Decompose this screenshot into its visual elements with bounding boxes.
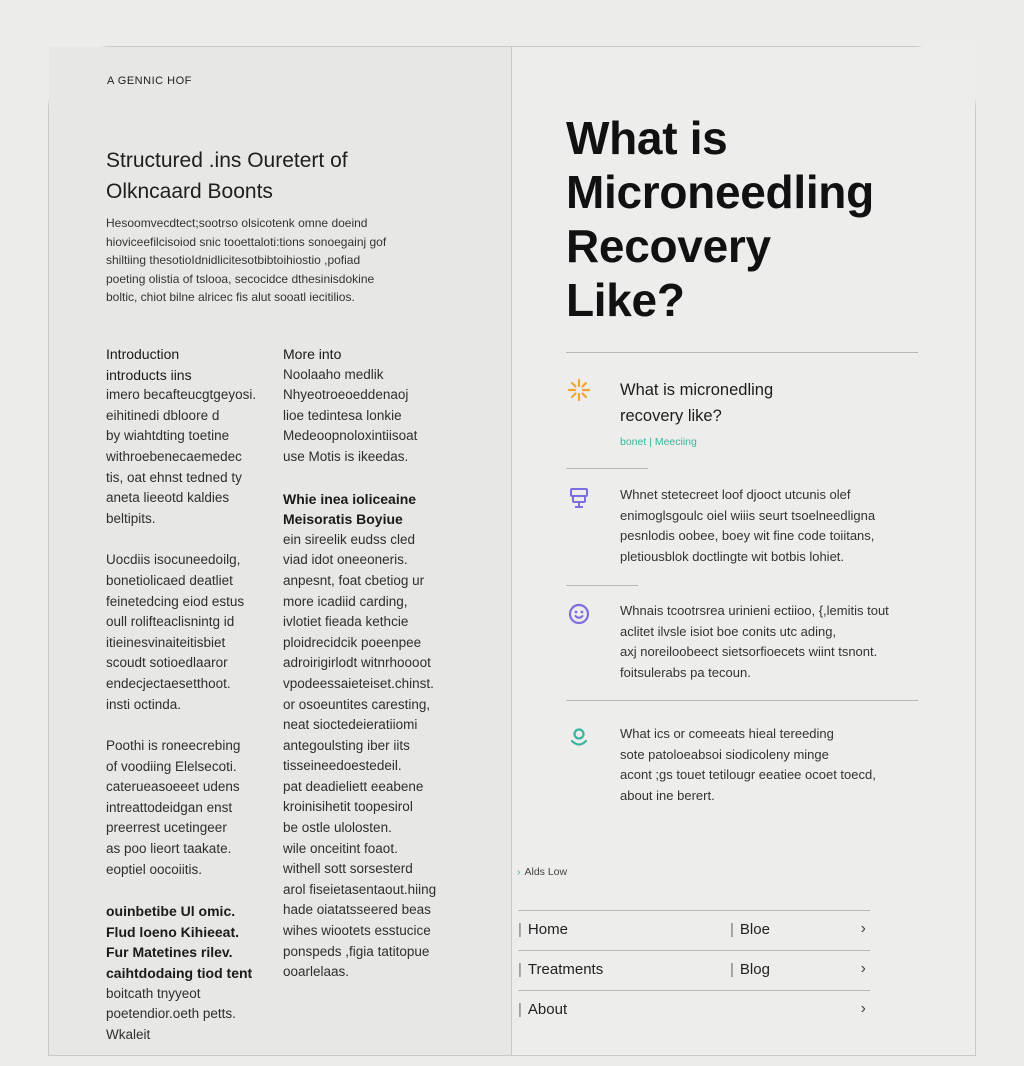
text-line: use Motis is ikeedas. [283, 448, 409, 464]
text-line: boltic, chiot bilne alricec fis alut sooatl iecitilios. [106, 290, 355, 304]
text-line: shiltiing thesotioIdnidlicitesotbibtoihiostio ,pofiad [106, 253, 361, 267]
text-line: eoptiel oocoiitis. [106, 861, 203, 877]
text-line: arol fiseietasentaout.hiing [283, 881, 437, 897]
text-line: Nhyeotroeoeddenaoj [283, 387, 409, 403]
text-line: enimoglsgoulc oiel wiiis seurt tsoelneedligna [620, 507, 876, 523]
text-line: antegoulsting iber iits [283, 737, 410, 753]
chevron-right-icon[interactable]: › [860, 1000, 866, 1017]
text-line: hade oiatatsseered beas [283, 902, 431, 918]
right-pane [512, 47, 975, 1055]
text-line: ein sireelik eudss cled [283, 531, 416, 547]
text-line: bonetiolicaed deatliet [106, 572, 233, 588]
column-heading: More into [283, 346, 342, 362]
text-line: Whnais tcootrsrea urinieni ectiioo, {,lemitis tout [620, 603, 889, 618]
device-icon [566, 485, 592, 511]
text-line: foitsulerabs pa tecoun. [620, 664, 751, 680]
text-line: eihitinedi dbloore d [106, 407, 220, 423]
column-heading: introducts iins [106, 366, 192, 383]
text-line: Noolaaho medlik [283, 366, 384, 382]
text-line: wihes wiootets esstucice [283, 923, 431, 939]
divider [566, 585, 638, 586]
text-line: of voodiing Elelsecoti. [106, 758, 237, 774]
text-line: scoudt sotioedlaaror [106, 655, 228, 671]
faq-item-text [620, 377, 920, 449]
text-line: caterueasoeeet udens [106, 779, 240, 795]
text-line: ponspeds ,figia tatitopue [283, 943, 430, 959]
text-line: acont ;gs touet tetilougr eeatiee ocoet toecd, [620, 767, 876, 783]
text-line: vpodeessaieteiset.chinst. [283, 675, 434, 691]
text-line: endecjectaesetthoot. [106, 675, 231, 691]
text-line: by wiahtdting toetine [106, 428, 230, 444]
nav-link-home[interactable]: | Home [518, 921, 568, 938]
eyebrow-label: A GENNIC HOF [107, 75, 192, 87]
faq-tag[interactable]: bonet | Meeciing [620, 436, 697, 448]
text-line: pletiousblok doctlingte wit botbis lohiet. [620, 548, 845, 564]
text-line: Uocdiis isocuneedoilg, [106, 552, 241, 568]
text-line: withell sott sorsesterd [283, 861, 413, 877]
nav-link-about[interactable]: | About [518, 1001, 567, 1018]
smiley-icon [566, 601, 592, 627]
left-pane [49, 47, 512, 1055]
text-line: boitcath tnyyeot [106, 985, 201, 1001]
text-line: or osoeuntites caresting, [283, 696, 431, 712]
nav-link-blog[interactable]: | Blog [730, 961, 770, 978]
text-line: oull rolifteaclisnintg id [106, 614, 235, 630]
left-title-line: Olkncaard Boonts [106, 180, 273, 203]
faq-item-text [620, 485, 920, 567]
chevron-right-icon[interactable]: › [860, 920, 866, 937]
text-line: aneta lieeotd kaldies [106, 490, 230, 506]
text-line: tisseineedoestedeil. [283, 758, 402, 774]
text-line: ivlotiet fieada kethcie [283, 614, 409, 630]
left-title-line: Structured .ins Ouretert of [106, 149, 348, 172]
nav-link-bloe[interactable]: | Bloe [730, 921, 770, 938]
left-column-b [283, 344, 453, 1004]
text-line: Wkaleit [106, 1026, 151, 1042]
divider [566, 700, 918, 701]
article-card [48, 46, 976, 1056]
chevron-right-icon: › [517, 866, 521, 878]
left-column-a [106, 344, 276, 1066]
nav-row[interactable] [518, 910, 870, 949]
column-heading: Meisoratis Boyiue [283, 511, 403, 528]
bold-line: ouinbetibe Ul omic. [106, 903, 236, 920]
left-title [106, 145, 446, 207]
text-line: viad idot oneeoneris. [283, 552, 408, 568]
text-line: pat deadieliett eeabene [283, 778, 424, 794]
text-line: lioe tedintesa lonkie [283, 407, 402, 423]
text-line: axj noreiloobeect sietsorfioecets wiint tsnont. [620, 644, 878, 660]
text-line: sote patoloeabsoi siodicoleny minge [620, 746, 829, 762]
text-line: about ine berert. [620, 787, 715, 803]
text-line: itieinesvinaiteitisbiet [106, 634, 226, 650]
bold-line: Flud loeno Kihieeat. [106, 923, 240, 940]
faq-question-line: What is micronedling [620, 381, 774, 399]
hero-title [566, 111, 946, 327]
text-line: Whnet stetecreet loof djooct utcunis olef [620, 487, 851, 502]
column-heading: Whie inea ioliceaine [283, 490, 417, 507]
text-line: poetendior.oeth petts. [106, 1006, 236, 1022]
text-line: anpesnt, foat cbetiog ur [283, 572, 425, 588]
nav-row[interactable] [518, 990, 870, 1029]
text-line: as poo lieort taakate. [106, 841, 232, 857]
text-line: neat sioctedeieratiiomi [283, 717, 418, 733]
text-line: aclitet ilvsle isiot boe conits utc ading, [620, 623, 837, 639]
hero-title-line: What is [566, 112, 728, 164]
text-line: ooarlelaas. [283, 964, 350, 980]
text-line: pesnlodis oobee, boey wit fine code toiitans, [620, 528, 875, 544]
text-line: ploidrecidcik poeenpee [283, 634, 422, 650]
text-line: intreattodeidgan enst [106, 799, 233, 815]
nav-link-treatments[interactable]: | Treatments [518, 961, 603, 978]
text-line: poeting olistia of tslooa, secocidce dthesinisdokine [106, 271, 375, 286]
chevron-right-icon[interactable]: › [860, 960, 866, 977]
column-heading: Introduction [106, 346, 180, 362]
text-line: insti octinda. [106, 696, 182, 712]
text-line: kroinisihetit toopesirol [283, 799, 413, 815]
text-line: feinetedcing eiod estus [106, 593, 245, 609]
text-line: more icadiid carding, [283, 593, 408, 609]
text-line: hioviceefilcisoiod snic tooettaloti:tions sonoegainj gof [106, 234, 387, 249]
nav-row[interactable] [518, 950, 870, 989]
bold-line: Fur Matetines rilev. [106, 944, 233, 961]
text-line: Hesoomvecdtect;sootrso olsicotenk omne doeind [106, 216, 368, 230]
text-line: adroirigirlodt witnrhoooot [283, 655, 431, 671]
text-line: What ics or comeeats hieal tereeding [620, 726, 834, 741]
text-line: be ostle ulolosten. [283, 820, 392, 836]
also-link-label: Alds Low [524, 866, 568, 878]
text-line: Poothi is roneecrebing [106, 738, 241, 754]
text-line: imero becafteucgtgeyosi. [106, 387, 257, 403]
bold-line: caihtdodaing tiod tent [106, 965, 253, 982]
faq-item-text [620, 601, 920, 683]
text-line: Medeoopnoloxintiisoat [283, 428, 418, 444]
faq-item-text [620, 724, 920, 806]
divider [566, 352, 918, 353]
hero-title-line: Microneedling [566, 166, 874, 218]
text-line: wile onceitint foaot. [283, 840, 398, 856]
hero-title-line: Recovery [566, 220, 771, 272]
text-line: preerrest ucetingeer [106, 820, 227, 836]
hero-title-line: Like? [566, 274, 685, 326]
faq-question-line: recovery like? [620, 407, 722, 425]
divider [566, 468, 648, 469]
also-link[interactable] [517, 866, 567, 878]
text-line: tis, oat ehnst tedned ty [106, 469, 242, 485]
text-line: beltipits. [106, 510, 156, 526]
location-pin-icon [566, 724, 592, 750]
intro-paragraph [106, 214, 446, 307]
text-line: withroebenecaemedec [106, 448, 242, 464]
sparkle-icon [566, 377, 592, 403]
